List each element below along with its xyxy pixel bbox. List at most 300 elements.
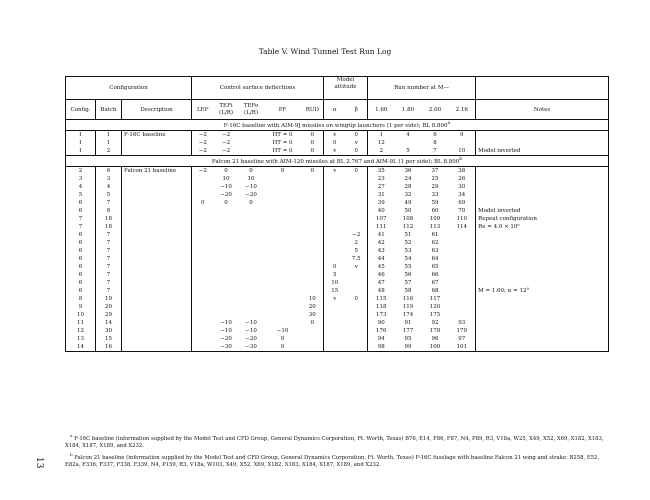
table-cell <box>449 239 476 247</box>
table-cell: 56 <box>404 271 412 278</box>
table-cell: 27 <box>377 183 385 190</box>
table-row <box>66 279 609 287</box>
table-cell <box>239 255 264 263</box>
table-cell: 175 <box>429 311 441 318</box>
table-cell: 7 <box>96 263 122 271</box>
table-cell: 100 <box>429 343 441 350</box>
table-cell <box>264 231 302 239</box>
table-cell: 99 <box>404 343 412 350</box>
table-cell: 120 <box>429 303 441 310</box>
col-config: Config. <box>66 100 96 120</box>
table-cell: 7 <box>433 147 437 154</box>
table-cell <box>346 327 368 335</box>
table-cell <box>346 335 368 343</box>
table-cell: 32 <box>404 191 412 198</box>
table-cell <box>239 247 264 255</box>
table-title: Table V. Wind Tunnel Test Run Log <box>258 47 392 56</box>
table-cell <box>214 223 239 231</box>
table-cell: −10 <box>220 327 232 334</box>
table-cell: 50 <box>404 207 412 214</box>
table-cell <box>395 139 422 147</box>
table-cell: 66 <box>431 271 439 278</box>
table-cell: −2 <box>198 147 207 154</box>
table-cell <box>302 343 324 352</box>
table-cell: 111 <box>376 223 387 230</box>
col-m3: 2.00 <box>422 100 449 120</box>
table-cell <box>192 287 214 295</box>
table-cell: −2 <box>221 147 231 154</box>
table-cell <box>476 343 609 352</box>
col-m2: 1.80 <box>395 100 422 120</box>
table-cell <box>324 175 346 183</box>
table-cell: 6 <box>66 263 96 271</box>
table-row <box>66 147 609 156</box>
table-cell: 94 <box>377 335 385 342</box>
table-cell <box>214 303 239 311</box>
table-cell <box>122 287 192 295</box>
col-beta: β <box>346 100 368 120</box>
table-cell <box>449 303 476 311</box>
table-cell: 115 <box>376 295 387 302</box>
table-cell <box>476 279 609 287</box>
table-cell: −20 <box>245 191 257 198</box>
table-cell: 1 <box>96 130 122 139</box>
table-cell: 12 <box>377 139 385 146</box>
table-cell: 3 <box>66 175 96 183</box>
table-cell <box>476 295 609 303</box>
table-cell <box>122 183 192 191</box>
table-cell: 29 <box>431 183 439 190</box>
table-cell <box>302 199 324 207</box>
table-cell <box>214 271 239 279</box>
section-f16c <box>66 120 609 156</box>
table-cell: 69 <box>449 199 476 207</box>
col-m1: 1.60 <box>368 100 395 120</box>
configuration-header: Configuration <box>66 77 192 100</box>
table-cell <box>324 207 346 215</box>
table-cell <box>449 295 476 303</box>
table-cell: 25 <box>431 175 439 182</box>
table-cell <box>476 239 609 247</box>
table-cell <box>122 175 192 183</box>
table-cell <box>122 335 192 343</box>
table-cell <box>192 255 214 263</box>
table-cell <box>214 311 239 319</box>
table-cell <box>264 175 302 183</box>
table-cell <box>122 271 192 279</box>
table-cell <box>302 335 324 343</box>
table-cell: 0 <box>346 166 368 175</box>
table-cell <box>476 255 609 263</box>
table-cell: 1 <box>66 130 96 139</box>
table-cell: 38 <box>449 166 476 175</box>
table-cell: 6 <box>66 271 96 279</box>
table-cell <box>122 215 192 223</box>
table-cell: 7 <box>96 271 122 279</box>
table-cell: −30 <box>245 343 257 350</box>
table-cell: 114 <box>449 223 476 231</box>
table-cell: 6 <box>433 131 437 138</box>
table-cell <box>476 199 609 207</box>
section-falcon21 <box>66 155 609 351</box>
table-cell <box>302 231 324 239</box>
table-cell <box>192 223 214 231</box>
table-cell <box>214 263 239 271</box>
table-cell: 2 <box>66 166 96 175</box>
table-cell: 55 <box>404 263 412 270</box>
table-cell: 60 <box>431 207 439 214</box>
table-cell: 101 <box>449 343 476 352</box>
table-cell: 92 <box>431 319 439 326</box>
table-cell <box>264 287 302 295</box>
table-cell <box>192 247 214 255</box>
table-cell <box>192 327 214 335</box>
table-cell: 15 <box>331 287 339 294</box>
table-cell <box>302 255 324 263</box>
table-cell <box>214 287 239 295</box>
table-cell: 113 <box>429 223 441 230</box>
table-cell <box>239 231 264 239</box>
table-cell <box>122 247 192 255</box>
table-cell <box>449 247 476 255</box>
table-row <box>66 215 609 223</box>
table-cell: 0 <box>333 139 337 146</box>
table-cell: 19 <box>96 295 122 303</box>
table-cell: −20 <box>220 335 232 342</box>
table-cell <box>476 191 609 199</box>
table-cell <box>476 303 609 311</box>
run-number-header: Run number at M— <box>368 77 476 100</box>
table-cell: 54 <box>404 255 412 262</box>
table-cell: 0 <box>280 343 285 350</box>
table-cell: 47 <box>377 279 385 286</box>
table-cell: 8 <box>96 207 122 215</box>
table-cell <box>476 335 609 343</box>
table-cell: 7 <box>96 287 122 295</box>
table-cell <box>192 335 214 343</box>
table-cell: 1 <box>66 147 96 156</box>
table-cell <box>476 327 609 335</box>
table-cell: 39 <box>377 199 385 206</box>
table-cell: 62 <box>431 239 439 246</box>
table-cell <box>476 139 609 147</box>
footnotes <box>65 432 608 470</box>
table-cell: 4 <box>96 183 122 191</box>
table-row <box>66 335 609 343</box>
table-cell: v <box>333 167 337 174</box>
table-cell <box>264 319 302 327</box>
table-cell <box>302 175 324 183</box>
control-surface-header: Control surface deflections <box>192 77 324 100</box>
table-cell <box>302 215 324 223</box>
table-cell: 1 <box>379 131 384 138</box>
table-cell: 0 <box>249 199 253 206</box>
table-cell: 63 <box>431 247 439 254</box>
table-cell: M = 1.60; α = 12° <box>478 287 530 294</box>
table-cell <box>302 287 324 295</box>
table-cell <box>302 271 324 279</box>
table-cell: −20 <box>220 191 232 198</box>
table-cell: 7 <box>96 279 122 287</box>
table-cell: 4 <box>66 183 96 191</box>
table-cell: 4 <box>406 131 410 138</box>
section-title: Falcon 21 baseline with AIM-120 missiles at BL 2.767 and AIM-9L (1 per side); BL 8.800$^b$ <box>66 155 609 166</box>
table-cell: 93 <box>449 319 476 327</box>
table-cell: 10 <box>449 147 476 156</box>
table-row <box>66 247 609 255</box>
table-cell: 9 <box>449 130 476 139</box>
table-cell: 9 <box>66 303 96 311</box>
table-cell: 46 <box>377 271 385 278</box>
table-cell: 0 <box>201 199 205 206</box>
table-cell <box>192 231 214 239</box>
table-cell <box>122 207 192 215</box>
table-cell <box>122 223 192 231</box>
table-row <box>66 166 609 175</box>
table-cell: 0 <box>302 319 324 327</box>
table-cell: HT = 0 <box>272 131 293 138</box>
table-cell: 34 <box>449 191 476 199</box>
table-cell: 20 <box>96 303 122 311</box>
table-cell <box>476 130 609 139</box>
table-row <box>66 311 609 319</box>
table-cell: 6 <box>66 231 96 239</box>
table-cell: 5 <box>346 247 368 255</box>
table-cell: 108 <box>402 215 414 222</box>
table-cell <box>192 343 214 352</box>
table-cell <box>324 311 346 319</box>
table-cell <box>192 239 214 247</box>
table-cell: 0 <box>224 167 228 174</box>
table-cell: 7 <box>66 215 96 223</box>
table-cell <box>239 279 264 287</box>
table-cell: Falcon 21 baseline <box>122 166 192 175</box>
table-row <box>66 191 609 199</box>
table-cell <box>122 311 192 319</box>
table-cell <box>122 199 192 207</box>
table-cell <box>264 279 302 287</box>
table-cell: v <box>333 147 337 154</box>
table-cell <box>346 215 368 223</box>
table-cell: 6 <box>66 279 96 287</box>
table-cell <box>324 215 346 223</box>
table-cell <box>192 295 214 303</box>
table-cell <box>264 311 302 319</box>
table-cell <box>192 215 214 223</box>
table-cell: 110 <box>449 215 476 223</box>
table-cell: 1 <box>96 139 122 147</box>
table-cell <box>214 207 239 215</box>
table-cell <box>324 319 346 327</box>
table-cell: v <box>346 139 368 147</box>
table-cell: 61 <box>431 231 439 238</box>
table-cell <box>346 207 368 215</box>
table-cell: 0 <box>302 130 324 139</box>
table-cell <box>192 191 214 199</box>
table-cell <box>449 263 476 271</box>
table-cell: 6 <box>66 287 96 295</box>
table-cell <box>214 231 239 239</box>
table-cell: 12 <box>66 327 96 335</box>
table-cell: Model inverted <box>478 207 521 214</box>
table-cell <box>449 139 476 147</box>
table-cell: F-16C baseline <box>122 130 192 139</box>
table-cell <box>302 191 324 199</box>
table-cell <box>239 215 264 223</box>
table-cell <box>449 287 476 295</box>
table-cell: 2 <box>96 147 122 156</box>
col-pf: PF <box>264 100 302 120</box>
table-cell: −10 <box>245 319 257 326</box>
table-cell: v <box>346 263 368 271</box>
table-cell <box>324 191 346 199</box>
table-cell: 30 <box>96 327 122 335</box>
table-cell <box>122 295 192 303</box>
table-cell: 7 <box>96 239 122 247</box>
table-row <box>66 139 609 147</box>
table-cell: 59 <box>431 199 439 206</box>
table-cell: 8 <box>66 295 96 303</box>
table-cell: −2 <box>221 139 231 146</box>
table-cell: −10 <box>220 319 232 326</box>
table-cell <box>264 263 302 271</box>
table-cell <box>192 303 214 311</box>
table-cell: Repeat configuration <box>478 215 537 222</box>
table-cell <box>122 343 192 352</box>
table-row <box>66 271 609 279</box>
table-cell <box>214 295 239 303</box>
table-cell: 36 <box>404 167 412 174</box>
table-cell: 33 <box>431 191 439 198</box>
table-row <box>66 199 609 207</box>
col-notes: Notes <box>476 100 609 120</box>
table-cell: 5 <box>66 191 96 199</box>
col-m4: 2.16 <box>449 100 476 120</box>
table-cell: 7 <box>66 223 96 231</box>
table-row <box>66 263 609 271</box>
table-cell: 30 <box>449 183 476 191</box>
table-cell <box>214 239 239 247</box>
table-cell <box>476 247 609 255</box>
table-cell: 1 <box>66 139 96 147</box>
col-batch: Batch <box>96 100 122 120</box>
table-cell <box>239 287 264 295</box>
table-cell: 10 <box>222 175 230 182</box>
table-cell: 0 <box>280 167 285 174</box>
table-cell: 2 <box>379 147 384 154</box>
table-cell: 44 <box>377 255 385 262</box>
table-cell: 11 <box>66 319 96 327</box>
table-cell <box>324 343 346 352</box>
table-cell <box>122 327 192 335</box>
table-cell <box>264 303 302 311</box>
table-cell: 7 <box>96 231 122 239</box>
table-row <box>66 287 609 295</box>
table-cell <box>264 215 302 223</box>
table-cell <box>264 199 302 207</box>
table-cell: 107 <box>376 215 387 222</box>
table-cell <box>264 207 302 215</box>
table-cell: 52 <box>404 239 412 246</box>
table-cell <box>264 247 302 255</box>
table-cell <box>192 175 214 183</box>
table-cell: 18 <box>96 223 122 231</box>
table-cell: 7.5 <box>346 255 368 263</box>
table-cell: 6 <box>66 247 96 255</box>
table-cell: 7 <box>96 199 122 207</box>
table-cell <box>122 263 192 271</box>
table-cell <box>264 183 302 191</box>
table-cell: −2 <box>198 139 207 146</box>
table-cell: 51 <box>404 231 412 238</box>
table-cell <box>192 207 214 215</box>
table-cell <box>122 239 192 247</box>
table-cell: 7 <box>96 255 122 263</box>
table-cell: Model inverted <box>478 147 521 154</box>
table-cell <box>214 215 239 223</box>
table-cell: 42 <box>377 239 385 246</box>
table-cell: 10 <box>66 311 96 319</box>
table-row <box>66 327 609 335</box>
table-cell: 6 <box>66 207 96 215</box>
table-cell: 174 <box>402 311 414 318</box>
table-cell: 177 <box>402 327 414 334</box>
table-cell: 53 <box>404 247 412 254</box>
table-cell <box>122 191 192 199</box>
table-cell <box>264 223 302 231</box>
table-cell: 64 <box>431 255 439 262</box>
table-cell <box>239 147 264 156</box>
table-cell <box>239 271 264 279</box>
table-cell: 3 <box>96 175 122 183</box>
table-row <box>66 223 609 231</box>
table-cell <box>346 343 368 352</box>
table-cell: 0 <box>302 166 324 175</box>
table-cell: 0 <box>346 295 368 303</box>
table-cell: 6 <box>96 166 122 175</box>
page-number: 13 <box>34 457 44 469</box>
table-cell: 178 <box>429 327 441 334</box>
table-cell: −2 <box>198 167 207 174</box>
table-cell: −10 <box>245 183 257 190</box>
table-cell <box>192 311 214 319</box>
table-cell <box>449 231 476 239</box>
table-cell: 14 <box>66 343 96 352</box>
table-cell: 0 <box>302 147 324 156</box>
table-cell <box>264 239 302 247</box>
table-cell: v <box>333 131 337 138</box>
table-cell: 109 <box>429 215 441 222</box>
table-cell <box>476 271 609 279</box>
table-cell: 6 <box>66 255 96 263</box>
table-cell <box>449 255 476 263</box>
table-cell: 0 <box>302 139 324 147</box>
table-cell <box>324 335 346 343</box>
table-cell <box>264 255 302 263</box>
table-cell <box>214 279 239 287</box>
table-cell <box>302 239 324 247</box>
table-cell: 10 <box>247 175 255 182</box>
table-cell: 5 <box>333 271 337 278</box>
table-cell: 41 <box>377 231 385 238</box>
table-cell: 31 <box>377 191 385 198</box>
table-cell <box>324 231 346 239</box>
table-cell: 23 <box>377 175 385 182</box>
table-cell <box>302 183 324 191</box>
table-cell <box>449 279 476 287</box>
table-cell <box>302 327 324 335</box>
table-cell: 67 <box>431 279 439 286</box>
